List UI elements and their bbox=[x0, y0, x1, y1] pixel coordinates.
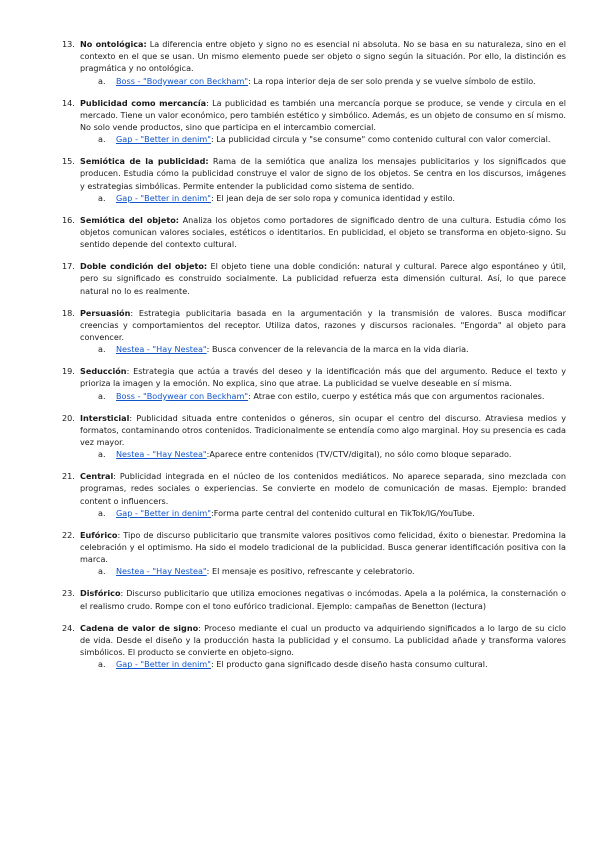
sub-item-text: : La ropa interior deja de ser solo prenda y se vuelve símbolo de estilo. bbox=[248, 75, 536, 86]
list-item-23 bbox=[62, 587, 566, 611]
item-number: 21. bbox=[62, 471, 75, 482]
sub-item-letter: a. bbox=[98, 344, 106, 355]
item-term: Eufórico bbox=[80, 529, 118, 540]
item-number: 14. bbox=[62, 97, 75, 108]
item-text: Rama de la semiótica que analiza los mensajes publicitarios y los significados que producen. Estudia cómo la publicidad construye el valor de signo de los objetos. Se centra en los discursos, imágenes y estrategias simbólicas. Permite entender la publicidad como sistema de sentido. bbox=[80, 156, 566, 191]
list-item-20 bbox=[62, 412, 566, 461]
item-text: : Proceso mediante el cual un producto va adquiriendo significados a lo largo de su ciclo de vida. Desde el diseño y la producción hasta la publicidad y el consumo. La publicidad añade y transforma valores simbólicos. El producto se convierte en objeto-signo. bbox=[80, 622, 566, 658]
example-link[interactable]: Gap - "Better in denim" bbox=[116, 659, 211, 670]
sub-item-text: : Atrae con estilo, cuerpo y estética más que con argumentos racionales. bbox=[248, 390, 545, 401]
item-number: 22. bbox=[62, 529, 75, 540]
item-text: : Tipo de discurso publicitario que transmite valores positivos como felicidad, éxito o bienestar. Predomina la celebración y el optimismo. Ha sido el modelo tradicional de la publicidad. Busca generar identificación positiva con la marca. bbox=[80, 529, 566, 565]
list-item-14 bbox=[62, 97, 566, 146]
list-item-24 bbox=[62, 622, 566, 671]
item-term: Intersticial bbox=[80, 412, 130, 423]
sub-item-text: : El mensaje es positivo, refrescante y celebratorio. bbox=[206, 566, 415, 577]
item-term: Semiótica del objeto: bbox=[80, 214, 179, 225]
sub-item-letter: a. bbox=[98, 659, 106, 670]
item-term: Doble condición del objeto: bbox=[80, 261, 208, 272]
item-number: 24. bbox=[62, 622, 75, 633]
sub-item bbox=[98, 390, 566, 402]
sub-item-text: :Aparece entre contenidos (TV/CTV/digital), no sólo como bloque separado. bbox=[206, 449, 512, 460]
example-link[interactable]: Gap - "Better in denim" bbox=[116, 192, 211, 203]
item-term: Central bbox=[80, 471, 114, 482]
item-term: Semiótica de la publicidad: bbox=[80, 156, 209, 167]
item-term: Seducción bbox=[80, 366, 127, 377]
item-term: Persuasión bbox=[80, 307, 131, 318]
list-item-15 bbox=[62, 155, 566, 204]
item-text: : Publicidad integrada en el núcleo de los contenidos mediáticos. No aparece separada, sino mezclada con programas, redes sociales o experiencias. Se convierte en modelo de comunicación de masas. Ejemplo: branded content o influencers. bbox=[80, 471, 566, 506]
sub-item-letter: a. bbox=[98, 507, 106, 518]
list-item-21 bbox=[62, 470, 566, 519]
sub-item-text: : El jean deja de ser solo ropa y comunica identidad y estilo. bbox=[210, 192, 455, 203]
sub-item-letter: a. bbox=[98, 566, 106, 577]
sub-item bbox=[98, 448, 566, 460]
example-link[interactable]: Nestea - "Hay Nestea" bbox=[116, 449, 207, 460]
example-link[interactable]: Boss - "Bodywear con Beckham" bbox=[116, 75, 249, 86]
sub-item-letter: a. bbox=[98, 192, 106, 203]
example-link[interactable]: Boss - "Bodywear con Beckham" bbox=[116, 390, 249, 401]
list-item-16 bbox=[62, 214, 566, 251]
item-text: La diferencia entre objeto y signo no es esencial ni absoluta. No se basa en su naturaleza, sino en el contexto en el que se usan. Un mismo elemento puede ser objeto o signo según la situación. Por ello, la distinción es pragmática y no ontológica. bbox=[80, 39, 566, 74]
item-term: Publicidad como mercancía bbox=[80, 97, 207, 108]
sub-item-text: :Forma parte central del contenido cultural en TikTok/IG/YouTube. bbox=[210, 507, 475, 518]
sub-item-letter: a. bbox=[98, 75, 106, 86]
sub-item bbox=[98, 133, 566, 145]
example-link[interactable]: Nestea - "Hay Nestea" bbox=[116, 344, 207, 355]
item-text: : Discurso publicitario que utiliza emociones negativas o incómodas. Apela a la polémica, la consternación o el realismo crudo. Rompe con el tono eufórico tradicional. Ejemplo: campañas de Benetton (lectura) bbox=[80, 588, 566, 611]
item-text: : Estrategia que actúa a través del deseo y la identificación más que del argumento. Reduce el texto y prioriza la imagen y la emoción. No explica, sino que atrae. La publicidad se vuelve deseable en sí misma. bbox=[80, 366, 566, 389]
item-number: 17. bbox=[62, 261, 75, 272]
sub-item bbox=[98, 343, 566, 355]
sub-item bbox=[98, 658, 566, 670]
item-number: 20. bbox=[62, 412, 75, 423]
item-text: Analiza los objetos como portadores de significado dentro de una cultura. Estudia cómo los objetos comunican valores sociales, estéticos o identitarios. En publicidad, el objeto se transforma en objeto-signo. Su sentido depende del contexto cultural. bbox=[80, 214, 566, 250]
sub-item-text: : El producto gana significado desde diseño hasta consumo cultural. bbox=[210, 659, 488, 670]
item-text: : Publicidad situada entre contenidos o géneros, sin ocupar el centro del discurso. Atraviesa medios y formatos, contaminando otros contenidos. Tradicionalmente se entendía como algo marginal. Hoy su presencia es cada vez mayor. bbox=[80, 412, 566, 448]
item-term: Disfórico bbox=[80, 588, 121, 599]
list-item-17 bbox=[62, 260, 566, 297]
example-link[interactable]: Nestea - "Hay Nestea" bbox=[116, 566, 207, 577]
list-item-22 bbox=[62, 529, 566, 578]
sub-item bbox=[98, 565, 566, 577]
list-item-19 bbox=[62, 365, 566, 402]
item-text: : La publicidad es también una mercancía porque se produce, se vende y circula en el mercado. Tiene un valor económico, pero también estético y simbólico. Además, es un objeto de consumo en sí mismo. No solo vende productos, sino que participa en el intercambio comercial. bbox=[80, 97, 566, 133]
item-number: 13. bbox=[62, 39, 75, 49]
item-text: El objeto tiene una doble condición: natural y cultural. Parece algo espontáneo y útil, pero su significado es construido socialmente. La publicidad refuerza esta dimensión cultural. Así, lo que parece natural no lo es realmente. bbox=[80, 261, 566, 296]
sub-item-text: : Busca convencer de la relevancia de la marca en la vida diaria. bbox=[206, 344, 469, 355]
sub-item bbox=[98, 75, 566, 87]
sub-item-letter: a. bbox=[98, 449, 106, 460]
example-link[interactable]: Gap - "Better in denim" bbox=[116, 507, 211, 518]
sub-item-text: : La publicidad circula y "se consume" como contenido cultural con valor comercial. bbox=[210, 134, 551, 145]
item-number: 15. bbox=[62, 156, 75, 167]
document-page bbox=[0, 38, 600, 680]
item-number: 16. bbox=[62, 214, 75, 225]
item-text: : Estrategia publicitaria basada en la argumentación y la transmisión de valores. Busca modificar creencias y comportamientos del receptor. Utiliza datos, razones y discursos racionales. "Engorda" al objeto para convencer. bbox=[80, 307, 566, 343]
item-term: No ontológica: bbox=[80, 39, 147, 49]
sub-item-letter: a. bbox=[98, 390, 106, 401]
list-item-18 bbox=[62, 307, 566, 356]
item-number: 19. bbox=[62, 366, 75, 377]
sub-item bbox=[98, 192, 566, 204]
item-number: 18. bbox=[62, 307, 75, 318]
sub-item bbox=[98, 507, 566, 519]
example-link[interactable]: Gap - "Better in denim" bbox=[116, 134, 211, 145]
sub-item-letter: a. bbox=[98, 134, 106, 145]
item-number: 23. bbox=[62, 588, 75, 599]
item-term: Cadena de valor de signo bbox=[80, 622, 199, 633]
list-item-13 bbox=[62, 38, 566, 87]
